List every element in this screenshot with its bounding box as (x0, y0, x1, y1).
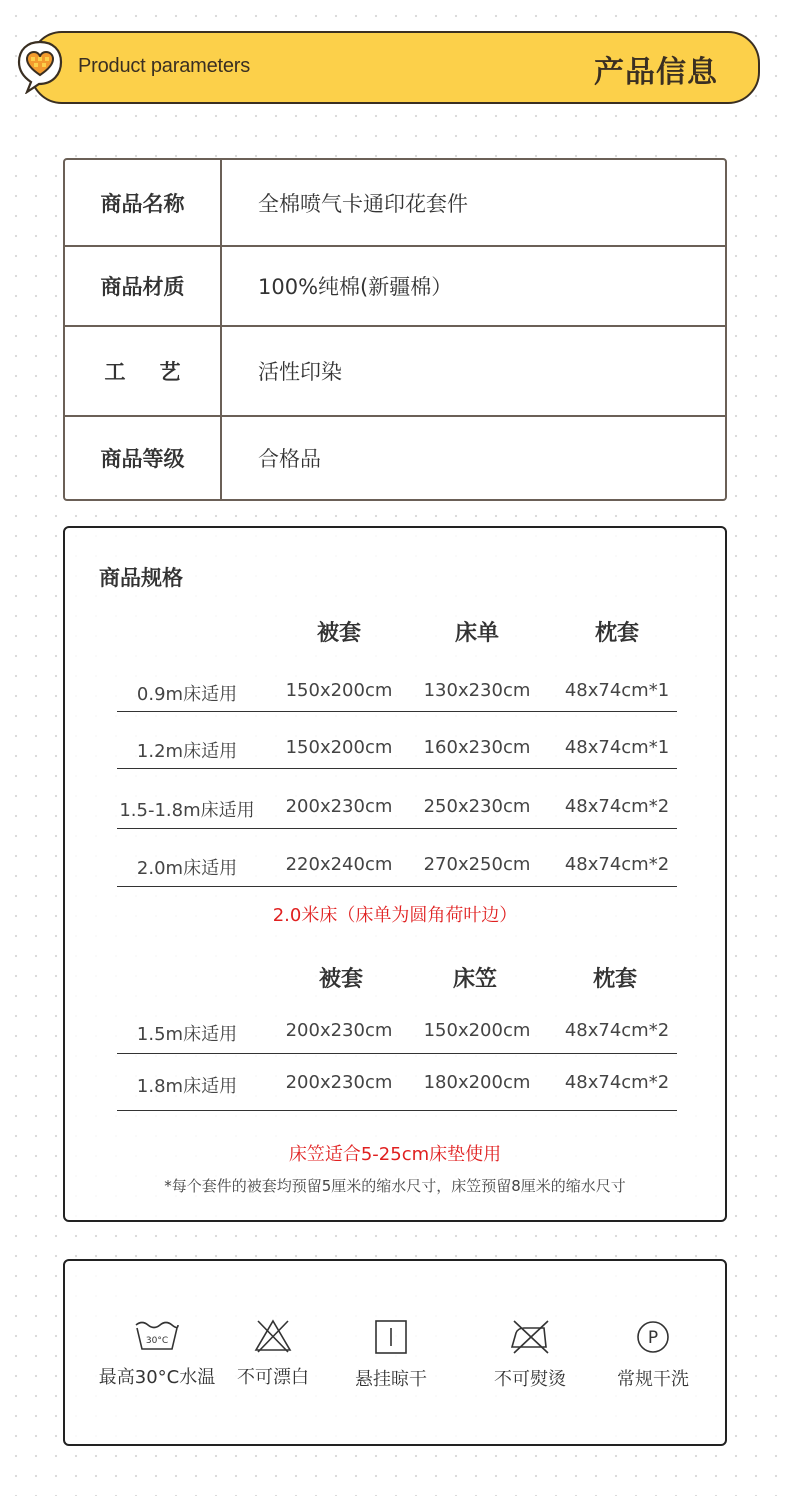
bed-size: 0.9m床适用 (136, 684, 238, 705)
dry-clean-icon (635, 1319, 671, 1355)
care-label: 常规干洗 (617, 1369, 689, 1390)
column-header-fitted-sheet: 床笠 (452, 967, 497, 992)
row-divider (117, 1110, 677, 1111)
param-value: 活性印染 (258, 360, 342, 384)
param-row-material (65, 247, 725, 325)
duvet-size: 200x230cm (285, 1072, 393, 1093)
duvet-size: 200x230cm (285, 796, 393, 817)
no-bleach-icon (253, 1319, 293, 1353)
header-title-cn: 产品信息 (594, 55, 718, 90)
table1-note: 2.0米床（床单为圆角荷叶边） (272, 905, 518, 926)
param-value: 100%纯棉(新疆棉） (258, 275, 453, 299)
bed-size: 1.5m床适用 (136, 1024, 238, 1045)
wash-30-icon (133, 1319, 181, 1353)
column-header-pillowcase: 枕套 (592, 967, 637, 992)
care-label: 悬挂晾干 (355, 1369, 427, 1390)
table-row (117, 796, 677, 832)
bed-size: 1.5-1.8m床适用 (119, 800, 255, 821)
column-header-duvet: 被套 (316, 621, 361, 646)
care-item-hang-dry (321, 1319, 461, 1391)
duvet-size: 150x200cm (285, 680, 393, 701)
dry-clean-letter: P (647, 1328, 659, 1348)
param-key: 商品名称 (65, 160, 222, 245)
column-header-duvet: 被套 (318, 967, 363, 992)
table-row (117, 1072, 677, 1108)
pillowcase-size: 48x74cm*2 (564, 796, 670, 817)
row-divider (117, 886, 677, 887)
param-key: 商品等级 (65, 417, 222, 499)
param-value: 全棉喷气卡通印花套件 (258, 191, 468, 216)
column-header-sheet: 床单 (454, 621, 499, 646)
no-iron-icon (508, 1319, 552, 1355)
pillowcase-size: 48x74cm*2 (564, 1072, 670, 1093)
care-label: 最高30°C水温 (98, 1367, 216, 1388)
param-row-grade (65, 417, 725, 499)
care-instructions-box (63, 1259, 727, 1446)
table-row (117, 854, 677, 890)
param-key: 工艺 (65, 327, 222, 415)
table2-note: 床笠适合5-25cm床垫使用 (288, 1144, 502, 1165)
header-banner (30, 31, 760, 104)
care-item-dry-clean (583, 1319, 723, 1391)
sheet-size: 130x230cm (423, 680, 531, 701)
care-item-no-iron (460, 1319, 600, 1391)
param-value: 合格品 (258, 447, 321, 471)
duvet-size: 220x240cm (285, 854, 393, 875)
param-key: 商品材质 (65, 247, 222, 325)
pillowcase-size: 48x74cm*1 (564, 737, 670, 758)
row-divider (117, 1053, 677, 1054)
spec-title: 商品规格 (99, 566, 183, 590)
wash-temp-text: 30°C (145, 1336, 169, 1346)
pillowcase-size: 48x74cm*2 (564, 854, 670, 875)
bed-size: 1.8m床适用 (136, 1076, 238, 1097)
hang-dry-icon (373, 1319, 409, 1355)
row-divider (117, 711, 677, 712)
row-divider (117, 768, 677, 769)
shrink-footnote: *每个套件的被套均预留5厘米的缩水尺寸，床笠预留8厘米的缩水尺寸 (164, 1177, 626, 1195)
pillowcase-size: 48x74cm*2 (564, 1020, 670, 1041)
row-divider (117, 828, 677, 829)
column-header-pillowcase: 枕套 (594, 621, 639, 646)
care-label: 不可熨烫 (494, 1369, 566, 1390)
heart-chat-icon (15, 38, 65, 94)
table-row (117, 1020, 677, 1056)
bed-size: 2.0m床适用 (136, 858, 238, 879)
pillowcase-size: 48x74cm*1 (564, 680, 670, 701)
fitted-sheet-size: 150x200cm (423, 1020, 531, 1041)
care-label: 不可漂白 (237, 1367, 309, 1388)
sheet-size: 250x230cm (423, 796, 531, 817)
parameter-table (63, 158, 727, 501)
bed-size: 1.2m床适用 (136, 741, 238, 762)
spec-box (63, 526, 727, 1222)
duvet-size: 200x230cm (285, 1020, 393, 1041)
header-title: Product parameters (78, 55, 251, 77)
duvet-size: 150x200cm (285, 737, 393, 758)
fitted-sheet-size: 180x200cm (423, 1072, 531, 1093)
param-row-craft (65, 327, 725, 415)
param-row-name (65, 160, 725, 245)
sheet-size: 160x230cm (423, 737, 531, 758)
sheet-size: 270x250cm (423, 854, 531, 875)
